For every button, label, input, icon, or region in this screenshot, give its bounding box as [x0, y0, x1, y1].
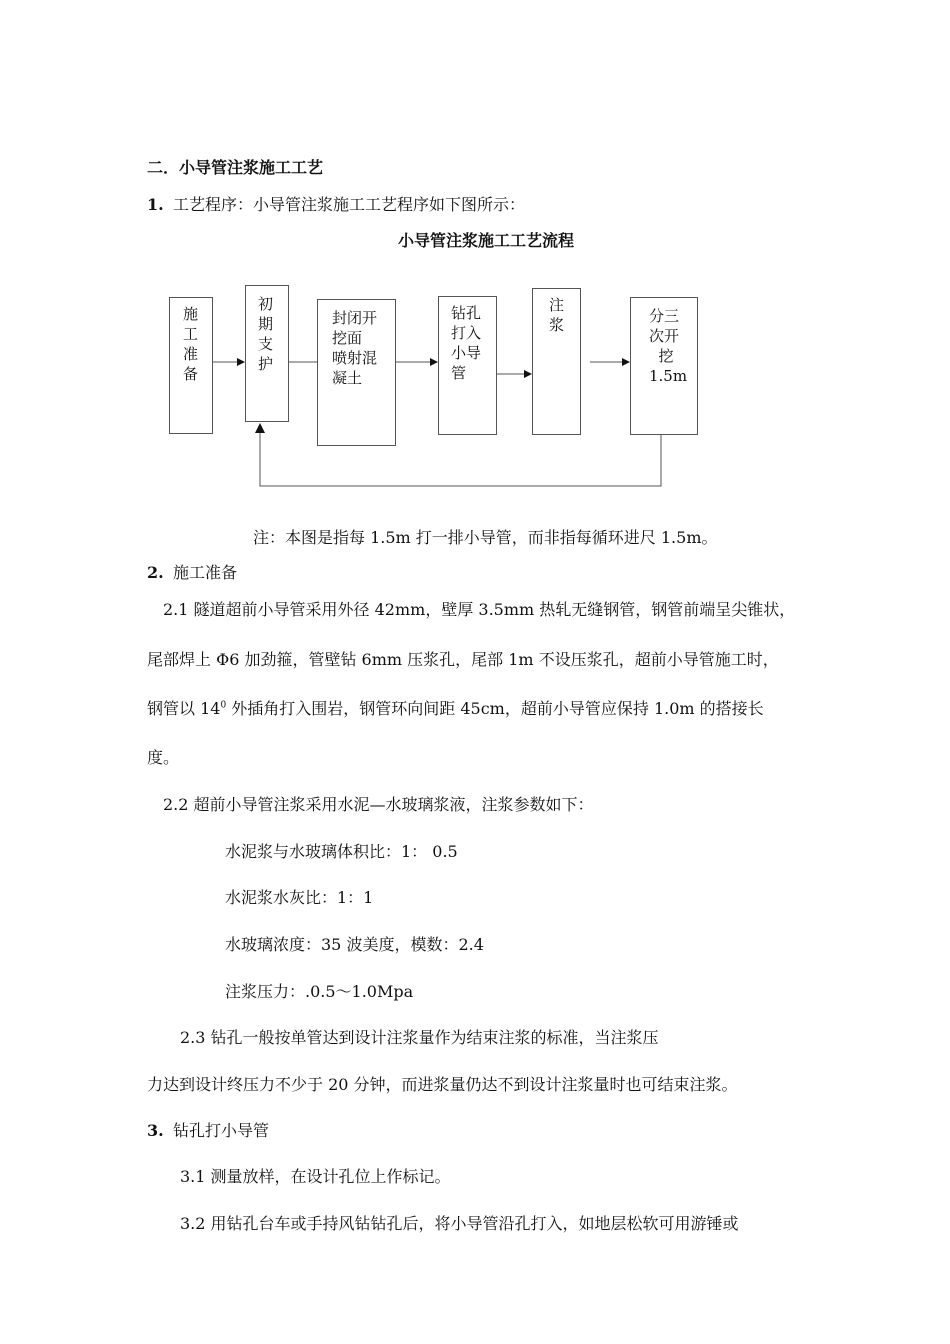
degree-superscript: 0 — [220, 700, 227, 711]
item-2-title: 施工准备 — [173, 563, 238, 582]
param-water-cement-ratio: 水泥浆水灰比：1：1 — [225, 888, 374, 907]
flow-box-prepare-label: 施 工 准 备 — [183, 305, 199, 383]
item-2-number: 2. — [147, 563, 164, 582]
flow-box-grout-label: 注 浆 — [549, 296, 565, 334]
para-2-1-line-2: 尾部焊上 Φ6 加劲箍，管壁钻 6mm 压浆孔，尾部 1m 不设压浆孔，超前小导管施工时， — [147, 650, 779, 669]
item-3 — [147, 1121, 269, 1141]
para-2-1-line-3-start: 钢管以 14 — [147, 699, 221, 718]
flow-box-excavate — [630, 297, 698, 435]
flowchart-note: 注：本图是指每 1.5m 打一排小导管，而非指每循环进尺 1.5m。 — [253, 528, 718, 547]
para-2-1-line-3-end: 外插角打入围岩，钢管环向间距 45cm，超前小导管应保持 1.0m 的搭接长 — [226, 699, 764, 718]
flow-box-grout — [532, 288, 581, 435]
para-2-1-line-1: 2.1 隧道超前小导管采用外径 42mm，壁厚 3.5mm 热轧无缝钢管，钢管前端呈尖锥状， — [163, 600, 796, 619]
param-grouting-pressure: 注浆压力：.0.5～1.0Mpa — [225, 982, 414, 1001]
flow-box-support — [245, 285, 289, 422]
flow-box-support-label: 初 期 支 护 — [258, 295, 274, 373]
item-3-title: 钻孔打小导管 — [173, 1121, 270, 1140]
flow-box-seal-label: 封闭开 挖面 喷射混 凝土 — [332, 309, 378, 387]
para-2-3-line-1: 2.3 钻孔一般按单管达到设计注浆量作为结束注浆的标准，当注浆压 — [180, 1028, 659, 1047]
flow-box-drill-label: 钻孔 打入 小导 管 — [451, 304, 482, 382]
loop-back-arrowhead — [255, 423, 265, 433]
item-1-text: 工艺程序：小导管注浆施工工艺程序如下图所示： — [173, 195, 526, 214]
section-title: 二．小导管注浆施工工艺 — [147, 158, 324, 177]
para-3-2: 3.2 用钻孔台车或手持风钻钻孔后，将小导管沿孔打入，如地层松软可用游锤或 — [180, 1214, 739, 1233]
flowchart-title: 小导管注浆施工工艺流程 — [398, 231, 575, 250]
para-2-3-line-2: 力达到设计终压力不少于 20 分钟，而进浆量仍达不到设计注浆量时也可结束注浆。 — [147, 1075, 738, 1094]
flow-box-seal — [317, 299, 396, 446]
flow-box-excavate-label: 分三 次开 挖 1.5m — [649, 307, 688, 385]
param-water-glass-concentration: 水玻璃浓度：35 波美度，模数：2.4 — [225, 935, 484, 954]
item-2 — [147, 563, 237, 583]
para-2-2: 2.2 超前小导管注浆采用水泥—水玻璃浆液，注浆参数如下： — [163, 795, 594, 814]
flow-box-prepare — [169, 297, 213, 434]
para-2-1-line-3 — [147, 699, 764, 719]
item-1-number: 1. — [147, 195, 164, 214]
para-2-1-line-4: 度。 — [147, 748, 180, 767]
flow-box-drill — [438, 296, 497, 435]
para-3-1: 3.1 测量放样，在设计孔位上作标记。 — [180, 1167, 451, 1186]
item-3-number: 3. — [147, 1121, 164, 1140]
flowchart-connectors — [0, 0, 950, 520]
param-volume-ratio: 水泥浆与水玻璃体积比：1： 0.5 — [225, 842, 458, 861]
